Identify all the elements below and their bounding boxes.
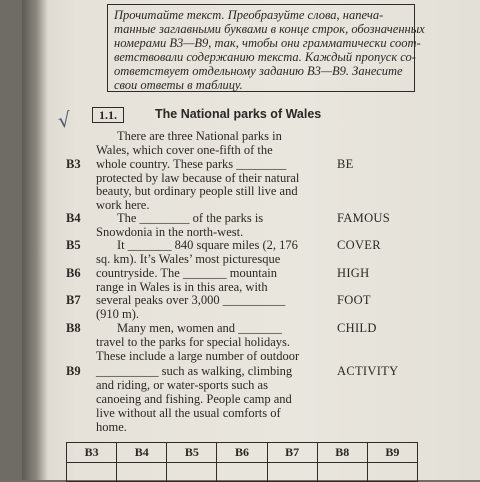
instruction-line: номерами B3—B9, так, чтобы они грамматически соот- [114,36,421,50]
text-line: home. [96,420,127,434]
instruction-line: Прочитайте текст. Преобразуйте слова, напеча- [114,8,384,22]
answer-header-b6: B6 [217,443,267,463]
marker-b7: B7 [66,293,81,307]
answer-header-b7: B7 [267,443,317,463]
keyword-activity: ACTIVITY [337,364,399,378]
answer-header-b9: B9 [367,443,417,463]
answer-cell-b6[interactable] [217,462,267,482]
text-line: The ________ of the parks is [117,211,264,225]
marker-b5: B5 [66,238,81,252]
marker-b3: B3 [66,157,81,171]
text-line: Wales, which cover one-fifth of the [96,143,273,157]
text-line: (910 m). [96,307,140,321]
instruction-line: танные заглавными буквами в конце строк, обозначенных [114,22,425,36]
text-line: several peaks over 3,000 __________ [96,293,286,307]
text-line: range in Wales is in this area, with [96,280,268,294]
check-mark-icon: √ [56,107,73,133]
keyword-be: BE [337,157,354,171]
answer-cell-b7[interactable] [267,462,317,482]
answer-table-answer-row [67,462,418,482]
text-line: countryside. The _______ mountain [96,266,277,280]
answer-header-b3: B3 [67,443,117,463]
keyword-cover: COVER [337,238,381,252]
text-line: live without all the usual comforts of [96,406,281,420]
instruction-line: ветствовали содержанию текста. Каждый пропуск со- [114,50,416,64]
keyword-foot: FOOT [337,293,371,307]
instructions-box [107,4,425,92]
text-line: whole country. These parks ________ [96,157,287,171]
answer-header-b8: B8 [317,443,367,463]
instruction-line: ответствует отдельному заданию B3—B9. Занесите [114,64,403,78]
marker-b9: B9 [66,364,81,378]
answer-table [66,442,418,482]
keyword-child: CHILD [337,321,377,335]
text-line: There are three National parks in [117,129,282,143]
text-line: sq. km). It’s Wales’ most picturesque [96,252,281,266]
answer-cell-b5[interactable] [167,462,217,482]
text-line: and riding, or water-sports such as [96,378,268,392]
task-number: 1.1. [92,107,124,123]
keyword-high: HIGH [337,266,370,280]
text-line: Many men, women and _______ [117,321,282,335]
keyword-famous: FAMOUS [337,211,390,225]
text-line: __________ such as walking, climbing [96,364,293,378]
text-line: beauty, but ordinary people still live and [96,184,298,198]
answer-cell-b4[interactable] [117,462,167,482]
marker-b4: B4 [66,211,81,225]
text-line: canoeing and fishing. People camp and [96,392,292,406]
text-line: It _______ 840 square miles (2, 176 [117,238,298,252]
text-line: work here. [96,198,150,212]
text-line: protected by law because of their natural [96,171,300,185]
text-line: Snowdonia in the north-west. [96,225,244,239]
instruction-line: свои ответы в таблицу. [114,78,243,92]
page-gutter-shadow [22,0,48,480]
marker-b8: B8 [66,321,81,335]
answer-header-b5: B5 [167,443,217,463]
text-line: travel to the parks for special holidays. [96,335,291,349]
marker-b6: B6 [66,266,81,280]
answer-cell-b8[interactable] [317,462,367,482]
text-line: These include a large number of outdoor [96,349,300,363]
answer-header-b4: B4 [117,443,167,463]
answer-table-header-row [67,443,418,463]
answer-cell-b3[interactable] [67,462,117,482]
answer-cell-b9[interactable] [367,462,417,482]
text-title: The National parks of Wales [155,107,322,121]
